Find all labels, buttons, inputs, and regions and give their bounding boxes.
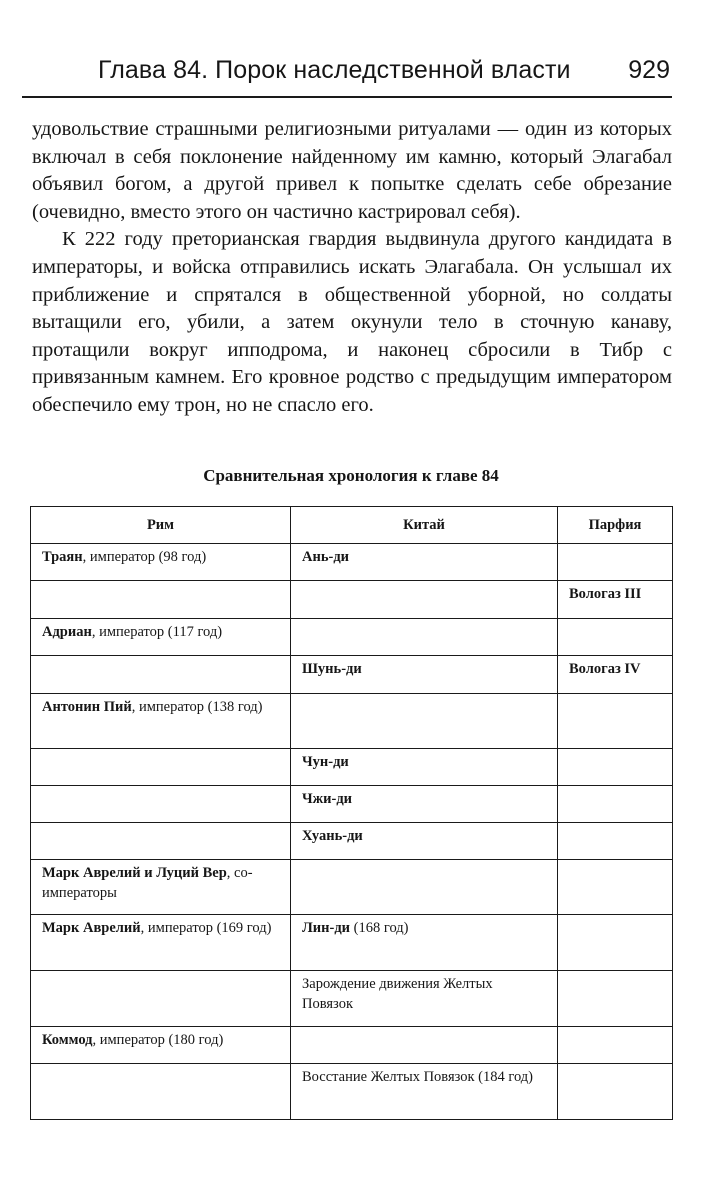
rome-ruler-name: Марк Аврелий	[42, 920, 141, 936]
cell-rome	[31, 544, 291, 581]
table-row	[31, 915, 673, 971]
cell-parthia	[558, 915, 673, 971]
column-header-china: Китай	[291, 507, 558, 544]
cell-china	[291, 656, 558, 694]
cell-rome	[31, 581, 291, 619]
china-ruler-name: Хуань-ди	[302, 828, 363, 844]
cell-china	[291, 1064, 558, 1120]
cell-rome	[31, 786, 291, 823]
page-header	[22, 52, 672, 98]
paragraph-1: удовольствие страшными религиозными ритуалами — один из которых включал в себя поклонение найденному им камню, который Элагабал объявил богом, а другой привел к попытке сделать себе обрезание (очевидно, вместо этого он частично кастрировал себя).	[32, 118, 672, 223]
rome-ruler-name: Адриан	[42, 624, 92, 640]
table-row	[31, 1027, 673, 1064]
rome-ruler-name: Марк Аврелий и Луций Вер	[42, 865, 227, 881]
rome-detail: , император (169 год)	[140, 920, 272, 936]
rome-detail: , соимператоры	[42, 865, 253, 901]
cell-china	[291, 786, 558, 823]
cell-parthia	[558, 971, 673, 1027]
cell-china	[291, 694, 558, 749]
cell-china	[291, 749, 558, 786]
rome-ruler-name: Траян	[42, 549, 83, 565]
paragraph-2: К 222 году преторианская гвардия выдвинула другого кандидата в императоры, и войска отправились искать Элагабала. Он услышал их приближение и спрятался в общественной уборной, но солдаты вытащили его, убили, а затем окунули тело в сточную канаву, протащили вокруг ипподрома, и наконец сбросили в Тибр с привязанным камнем. Его кровное родство с предыдущим императором обеспечило ему трон, но не спасло его.	[32, 228, 672, 416]
cell-parthia	[558, 1027, 673, 1064]
chronology-table	[30, 506, 673, 1120]
china-ruler-name: Шунь-ди	[302, 661, 362, 677]
rome-detail: , император (117 год)	[91, 624, 223, 640]
table-body	[31, 544, 673, 1120]
cell-parthia: Вологаз IV	[558, 656, 673, 694]
cell-rome	[31, 915, 291, 971]
cell-parthia	[558, 786, 673, 823]
table-row	[31, 1064, 673, 1120]
cell-rome	[31, 860, 291, 915]
cell-china	[291, 971, 558, 1027]
cell-parthia	[558, 1064, 673, 1120]
table-row	[31, 656, 673, 694]
cell-rome	[31, 619, 291, 656]
rome-detail: , император (98 год)	[82, 549, 207, 565]
rome-ruler-name: Антонин Пий	[42, 699, 132, 715]
cell-rome	[31, 1027, 291, 1064]
china-detail: Восстание Желтых Повязок (184 год)	[302, 1069, 534, 1085]
cell-rome	[31, 823, 291, 860]
cell-parthia	[558, 749, 673, 786]
cell-china	[291, 619, 558, 656]
table-row	[31, 823, 673, 860]
table-row	[31, 544, 673, 581]
rome-ruler-name: Коммод	[42, 1032, 93, 1048]
table-caption: Сравнительная хронология к главе 84	[203, 466, 499, 485]
cell-rome	[31, 694, 291, 749]
china-ruler-name: Ань-ди	[302, 549, 350, 565]
cell-parthia	[558, 619, 673, 656]
cell-rome	[31, 1064, 291, 1120]
table-row	[31, 860, 673, 915]
cell-rome	[31, 971, 291, 1027]
cell-china	[291, 915, 558, 971]
table-row	[31, 971, 673, 1027]
table-row	[31, 786, 673, 823]
table-header-row	[31, 507, 673, 544]
column-header-parthia: Парфия	[558, 507, 673, 544]
cell-parthia	[558, 860, 673, 915]
column-header-rome: Рим	[31, 507, 291, 544]
table-row	[31, 581, 673, 619]
page-number: 929	[628, 56, 670, 84]
china-ruler-name: Чжи-ди	[302, 791, 353, 807]
cell-parthia	[558, 694, 673, 749]
cell-china	[291, 1027, 558, 1064]
cell-china	[291, 581, 558, 619]
cell-rome	[31, 656, 291, 694]
cell-china	[291, 544, 558, 581]
rome-detail: , император (138 год)	[131, 699, 263, 715]
rome-detail: , император (180 год)	[92, 1032, 224, 1048]
table-row	[31, 749, 673, 786]
cell-rome	[31, 749, 291, 786]
cell-parthia	[558, 823, 673, 860]
chapter-title: Глава 84. Порок наследственной власти	[98, 56, 571, 84]
cell-parthia: Вологаз III	[558, 581, 673, 619]
china-detail: Зарождение движения Желтых Повязок	[302, 976, 493, 1012]
table-row	[31, 694, 673, 749]
cell-china	[291, 860, 558, 915]
china-ruler-name: Лин-ди	[302, 920, 351, 936]
body-text	[32, 116, 672, 420]
table-row	[31, 619, 673, 656]
china-detail: (168 год)	[350, 920, 409, 936]
cell-parthia	[558, 544, 673, 581]
china-ruler-name: Чун-ди	[302, 754, 349, 770]
cell-china	[291, 823, 558, 860]
